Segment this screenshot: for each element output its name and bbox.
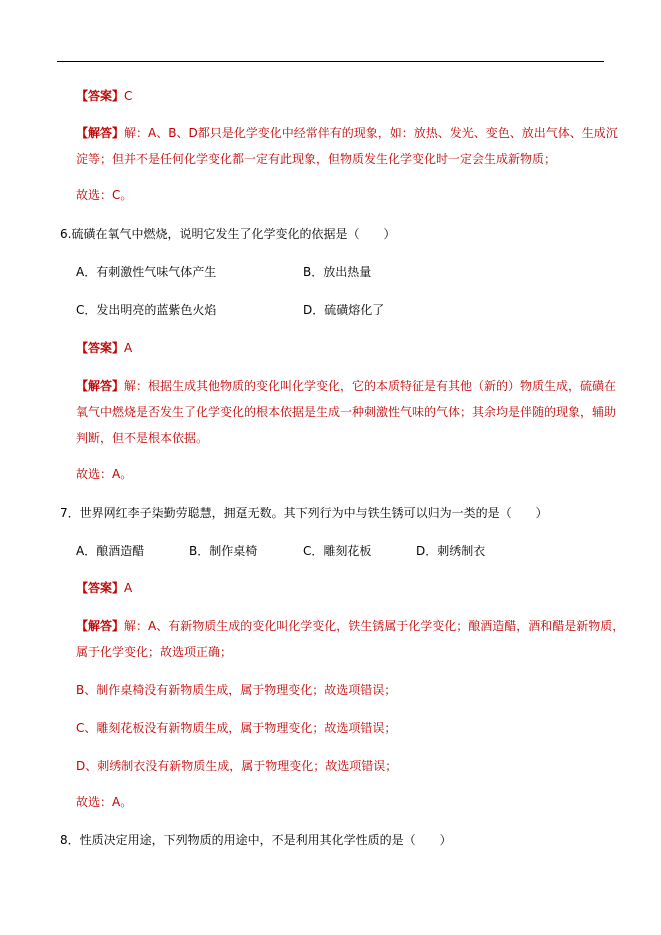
q6-option-c: C．发出明亮的蓝紫色火焰 (76, 303, 217, 317)
q7-answer: 【答案】A (76, 581, 133, 595)
q6-explain-line-2: 氧气中燃烧是否发生了化学变化的根本依据是生成一种刺激性气味的气体；其余均是伴随的现象，辅助 (76, 405, 617, 419)
q6-choice: 故选：A。 (76, 467, 133, 481)
prev-explain-line-1: 【解答】解：A、B、D都只是化学变化中经常伴有的现象，如：放热、发光、变色、放出气体、生成沉 (76, 126, 618, 140)
q7-stem: 7．世界网红李子柒勤劳聪慧，拥趸无数。其下列行为中与铁生锈可以归为一类的是（ ） (60, 506, 548, 520)
prev-explain-line-2: 淀等；但并不是任何化学变化都一定有此现象，但物质发生化学变化时一定会生成新物质； (76, 152, 557, 166)
q6-option-d: D．硫磺熔化了 (303, 303, 385, 317)
q6-stem: 6.硫磺在氧气中燃烧，说明它发生了化学变化的依据是（ ） (60, 227, 396, 241)
q7-option-a: A．酿酒造醋 (76, 544, 145, 558)
q7-extra-line-d: D、刺绣制衣没有新物质生成，属于物理变化；故选项错误； (76, 759, 398, 773)
q6-option-a: A．有刺激性气味气体产生 (76, 265, 217, 279)
q7-choice: 故选：A。 (76, 795, 133, 809)
prev-choice: 故选：C。 (76, 188, 133, 202)
prev-answer: 【答案】C (76, 89, 133, 103)
header-rule (57, 61, 604, 62)
q7-option-c: C．雕刻花板 (303, 544, 372, 558)
q8-stem: 8．性质决定用途，下列物质的用途中，不是利用其化学性质的是（ ） (60, 833, 452, 847)
q7-option-b: B．制作桌椅 (189, 544, 258, 558)
q6-answer: 【答案】A (76, 341, 133, 355)
q7-extra-line-b: B、制作桌椅没有新物质生成，属于物理变化；故选项错误； (76, 683, 397, 697)
q6-explain-line-1: 【解答】解：根据生成其他物质的变化叫化学变化，它的本质特征是有其他（新的）物质生成，硫磺在 (76, 379, 617, 393)
q6-option-b: B．放出热量 (303, 265, 372, 279)
q7-extra-line-c: C、雕刻花板没有新物质生成，属于物理变化；故选项错误； (76, 721, 397, 735)
q6-explain-line-3: 判断，但不是根本依据。 (76, 431, 209, 445)
q7-explain-line-2: 属于化学变化；故选项正确； (76, 645, 233, 659)
q7-option-d: D．刺绣制衣 (416, 544, 486, 558)
q7-explain-line-1: 【解答】解：A、有新物质生成的变化叫化学变化，铁生锈属于化学变化；酿酒造醋，酒和醋是新物质， (76, 619, 625, 633)
